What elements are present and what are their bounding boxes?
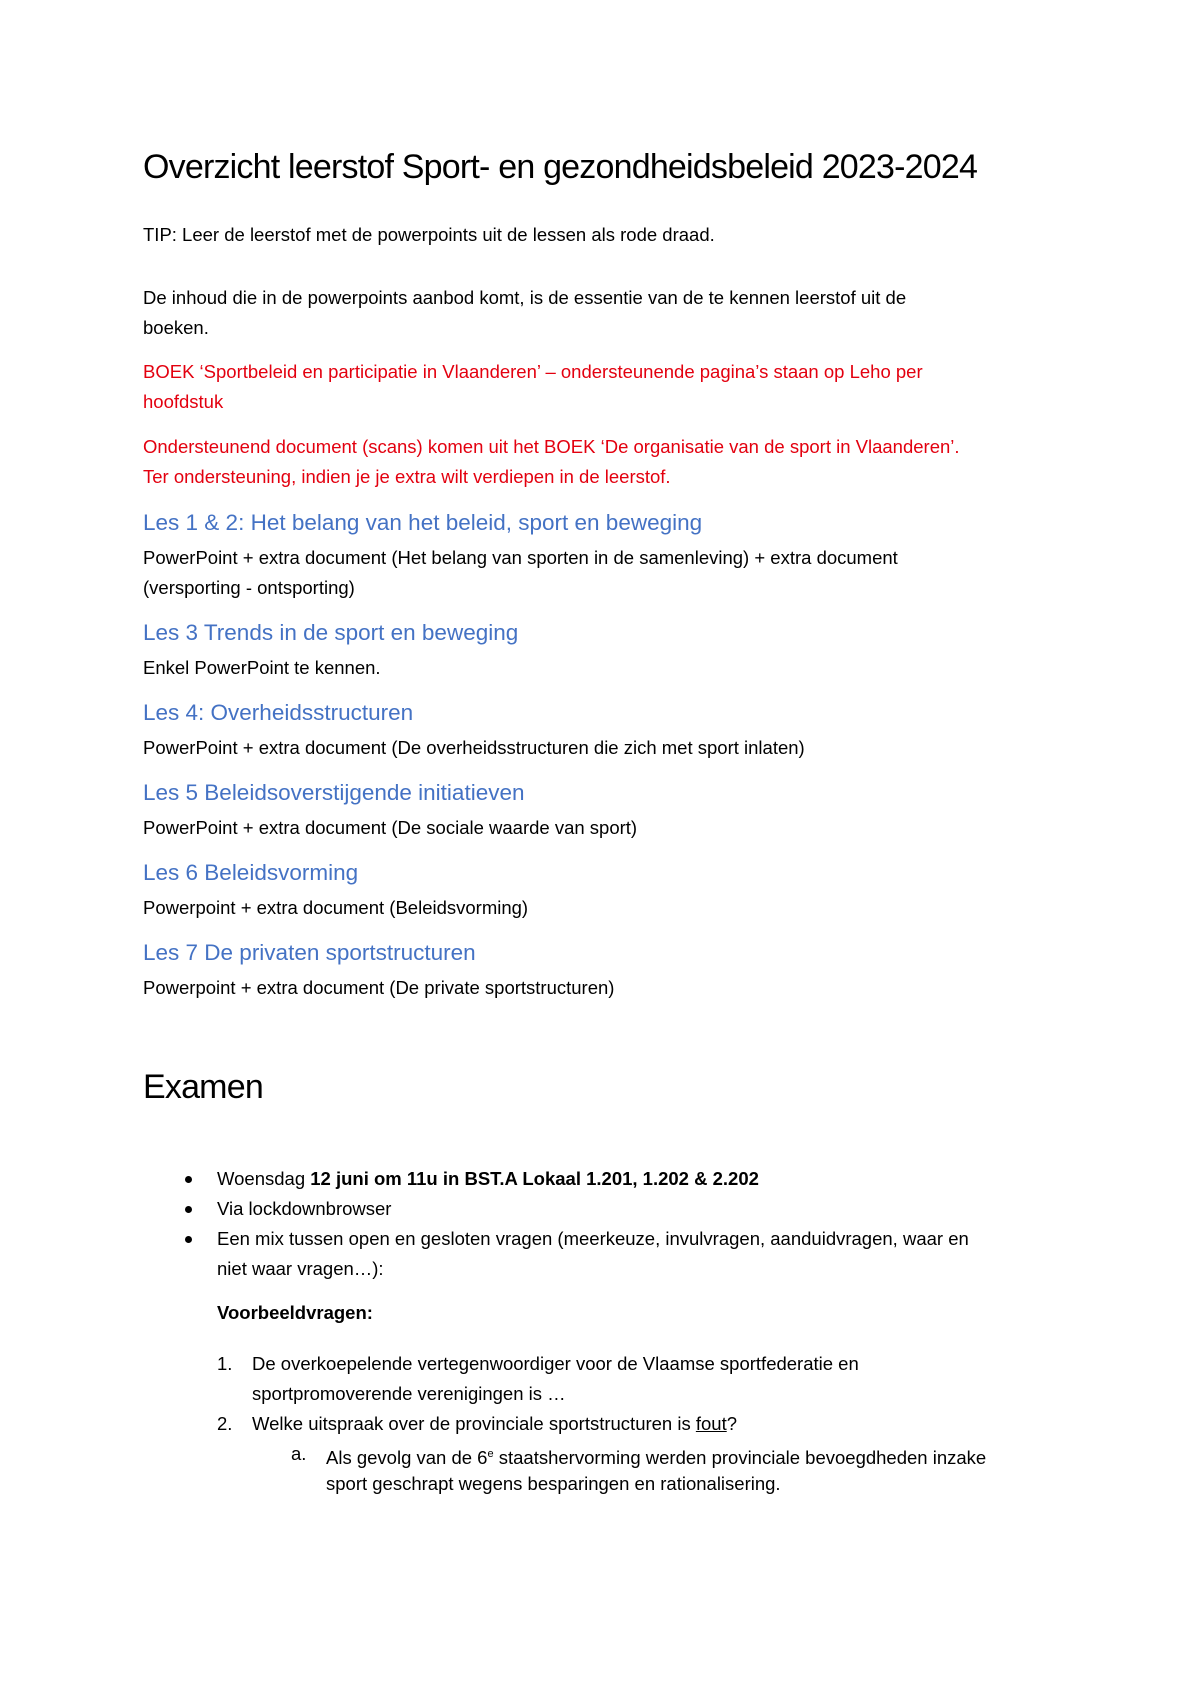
lesson-desc-1-line1: PowerPoint + extra document (Het belang van sporten in de samenleving) + extra document: [143, 547, 898, 568]
lesson-desc-5: PowerPoint + extra document (De sociale waarde van sport): [143, 817, 638, 838]
inhoud-paragraph-line1: De inhoud die in de powerpoints aanbod komt, is de essentie van de te kennen leerstof uit de: [143, 287, 907, 308]
question-number-1: 1.: [217, 1353, 233, 1374]
exam-browser: Via lockdownbrowser: [217, 1198, 392, 1219]
boek-note-line2: hoofdstuk: [143, 391, 224, 412]
voorbeeldvragen-label: Voorbeeldvragen:: [217, 1302, 373, 1323]
lesson-heading-1: Les 1 & 2: Het belang van het beleid, sport en beweging: [143, 510, 703, 535]
lesson-heading-4: Les 4: Overheidsstructuren: [143, 700, 414, 725]
boek-note-line1: BOEK ‘Sportbeleid en participatie in Vlaanderen’ – ondersteunende pagina’s staan op Leho per: [143, 361, 923, 382]
ondersteunend-note-line2: Ter ondersteuning, indien je je extra wilt verdiepen in de leerstof.: [143, 466, 671, 487]
inhoud-paragraph-line2: boeken.: [143, 317, 209, 338]
exam-date-location: 12 juni om 11u in BST.A Lokaal 1.201, 1.202 & 2.202: [310, 1168, 759, 1189]
question-number-2: 2.: [217, 1413, 233, 1434]
list-item: [143, 1194, 969, 1224]
lesson-heading-7: Les 7 De privaten sportstructuren: [143, 940, 476, 965]
list-item: [143, 1164, 969, 1194]
lesson-heading-5: Les 5 Beleidsoverstijgende initiatieven: [143, 780, 525, 805]
question-1-line2: sportpromoverende verenigingen is …: [252, 1383, 566, 1404]
lesson-desc-1-line2: (versporting - ontsporting): [143, 577, 355, 598]
answer-a-line1: Als gevolg van de 6e staatshervorming werden provinciale bevoegdheden inzake: [326, 1447, 987, 1469]
list-item: [143, 1254, 969, 1284]
answer-letter-a: a.: [291, 1443, 307, 1464]
question-1-line1: De overkoepelende vertegenwoordiger voor de Vlaamse sportfederatie en: [252, 1353, 859, 1374]
lesson-desc-3: Enkel PowerPoint te kennen.: [143, 657, 381, 678]
lesson-heading-6: Les 6 Beleidsvorming: [143, 860, 359, 885]
exam-format-line2: niet waar vragen…):: [217, 1258, 384, 1279]
document-title: Overzicht leerstof Sport- en gezondheidsbeleid 2023-2024: [143, 148, 978, 186]
answer-a-line2: sport geschrapt wegens besparingen en rationalisering.: [326, 1473, 781, 1494]
bullet-icon: [185, 1176, 192, 1183]
exam-bullet-list: [143, 1164, 969, 1284]
exam-date-prefix: Woensdag: [217, 1168, 311, 1189]
bullet-icon: [185, 1236, 192, 1243]
list-item: [143, 1224, 969, 1254]
question-2-text: Welke uitspraak over de provinciale sportstructuren is fout?: [252, 1413, 738, 1434]
lesson-heading-3: Les 3 Trends in de sport en beweging: [143, 620, 519, 645]
fout-underlined: fout: [695, 1413, 727, 1434]
lesson-desc-7: Powerpoint + extra document (De private sportstructuren): [143, 977, 615, 998]
bullet-icon: [185, 1206, 192, 1213]
exam-heading: Examen: [143, 1068, 263, 1106]
lesson-desc-6: Powerpoint + extra document (Beleidsvorming): [143, 897, 529, 918]
exam-format-line1: Een mix tussen open en gesloten vragen (meerkeuze, invulvragen, aanduidvragen, waar en: [217, 1228, 969, 1249]
lesson-desc-4: PowerPoint + extra document (De overheidsstructuren die zich met sport inlaten): [143, 737, 805, 758]
tip-paragraph: TIP: Leer de leerstof met de powerpoints uit de lessen als rode draad.: [143, 224, 715, 245]
ondersteunend-note-line1: Ondersteunend document (scans) komen uit het BOEK ‘De organisatie van de sport in Vlaanderen’.: [143, 436, 960, 457]
